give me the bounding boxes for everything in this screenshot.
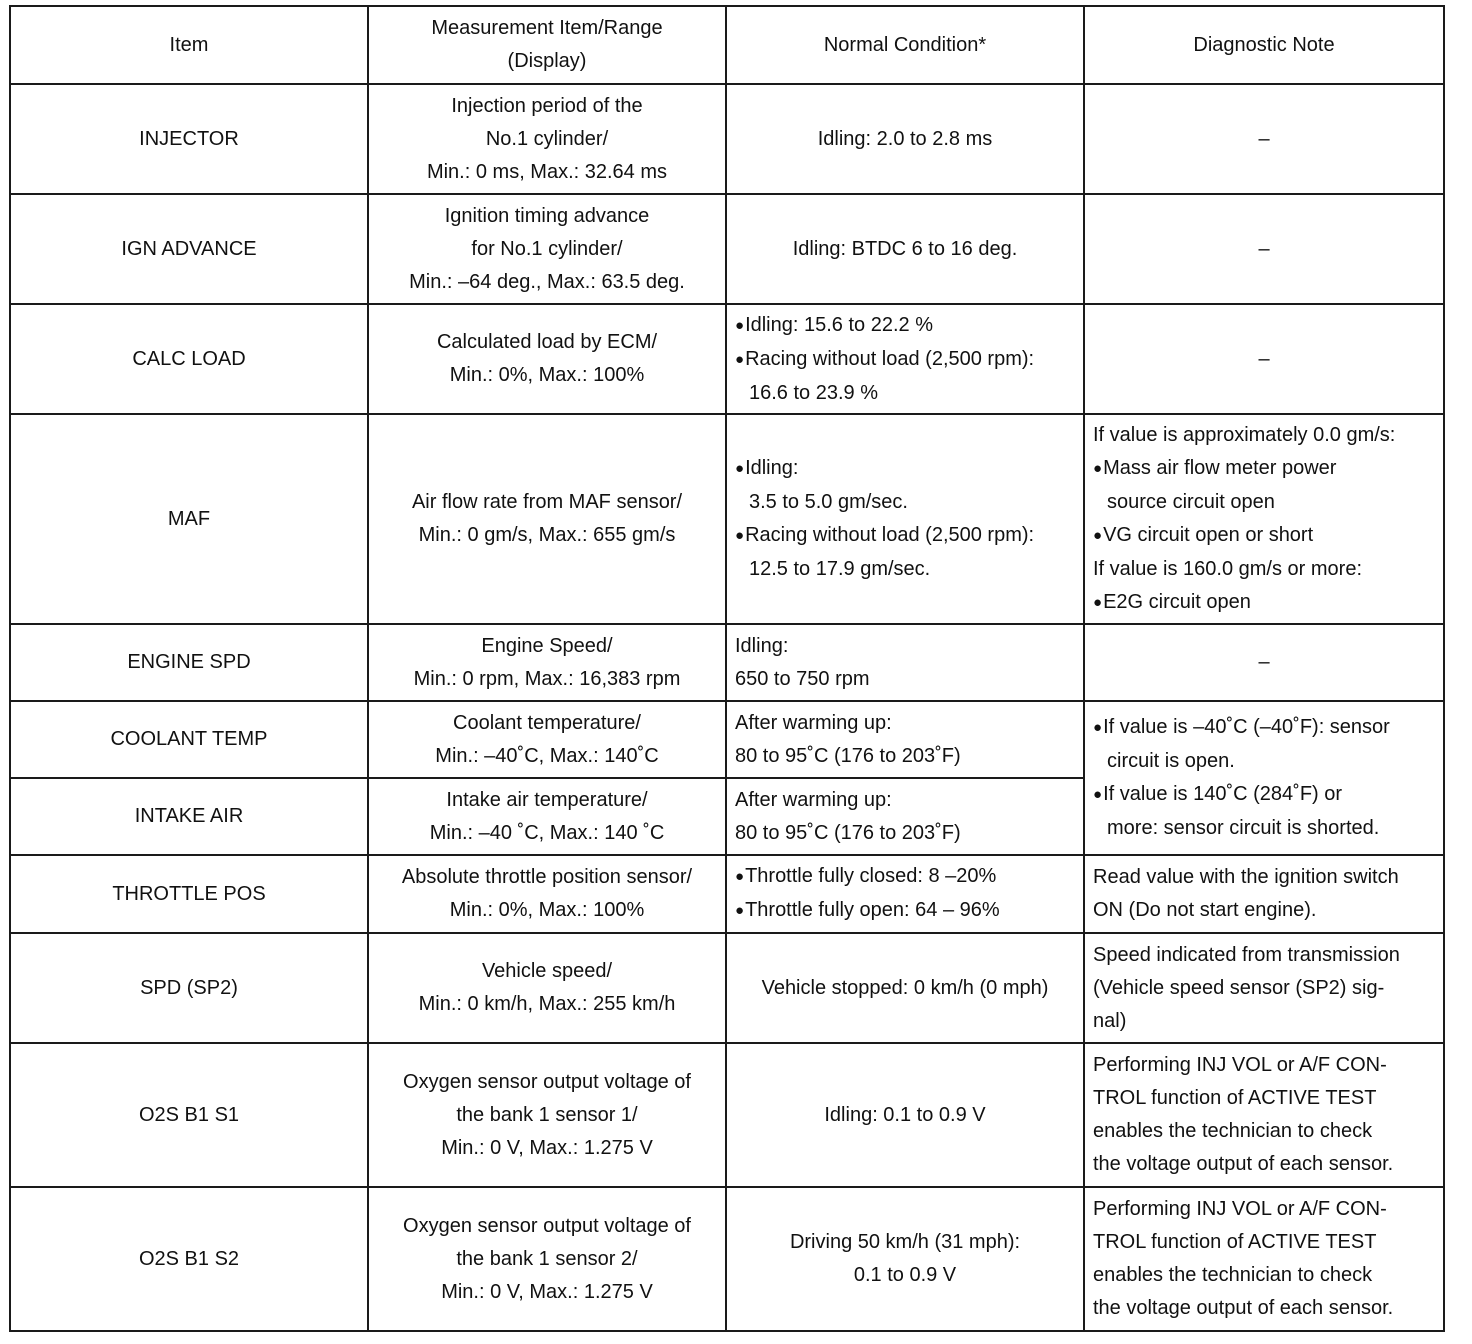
- table-row: [10, 194, 1444, 304]
- range-line: Min.: 0 rpm, Max.: 16,383 rpm: [413, 667, 681, 690]
- bullet-line: ● E2G circuit open: [1093, 586, 1435, 620]
- diagnostic-data-table: [9, 5, 1445, 1332]
- continuation-line: 16.6 to 23.9 %: [749, 381, 878, 404]
- note-line: Performing INJ VOL or A/F CON-: [1093, 1198, 1387, 1220]
- note-line: enables the technician to check: [1093, 1120, 1373, 1142]
- diagnostic-note-cell: [1084, 933, 1444, 1043]
- diagnostic-note-cell: [1084, 855, 1444, 933]
- range-line: Min.: 0 V, Max.: 1.275 V: [441, 1136, 653, 1159]
- header-range-line: (Display): [507, 50, 587, 72]
- range-cell: [368, 933, 726, 1043]
- normal-condition-cell: Idling: BTDC 6 to 16 deg.: [726, 194, 1084, 304]
- bullet-line: ● If value is 140˚C (284˚F) or: [1093, 778, 1435, 812]
- diagnostic-note-cell: –: [1084, 84, 1444, 194]
- item-cell: SPD (SP2): [10, 933, 368, 1043]
- range-line: Oxygen sensor output voltage of: [403, 1070, 691, 1093]
- range-line: Air flow rate from MAF sensor/: [411, 491, 683, 513]
- normal-line: 0.1 to 0.9 V: [853, 1264, 957, 1286]
- range-line: Min.: 0 V, Max.: 1.275 V: [441, 1280, 653, 1303]
- table-row: [10, 84, 1444, 194]
- diagnostic-note-cell: [1084, 701, 1444, 855]
- normal-condition-cell: [726, 701, 1084, 778]
- range-line: Oxygen sensor output voltage of: [403, 1214, 691, 1237]
- table-row: [10, 414, 1444, 624]
- note-line: Performing INJ VOL or A/F CON-: [1093, 1054, 1387, 1076]
- item-cell: O2S B1 S1: [10, 1043, 368, 1187]
- normal-condition-cell: [726, 855, 1084, 933]
- normal-line: Driving 50 km/h (31 mph):: [789, 1231, 1021, 1253]
- continuation-line: 3.5 to 5.0 gm/sec.: [749, 491, 908, 513]
- table-row: [10, 1043, 1444, 1187]
- item-cell: MAF: [10, 414, 368, 624]
- note-line: nal): [1093, 1009, 1127, 1032]
- diagnostic-note-cell: [1084, 1187, 1444, 1331]
- range-line: for No.1 cylinder/: [471, 237, 623, 260]
- bullet-line: ● Racing without load (2,500 rpm):: [735, 519, 1075, 553]
- note-line: If value is 160.0 gm/s or more:: [1093, 557, 1363, 580]
- note-line: enables the technician to check: [1093, 1264, 1373, 1286]
- bullet-line: ● Idling:: [735, 452, 1075, 486]
- normal-condition-cell: [726, 414, 1084, 624]
- note-line: the voltage output of each sensor.: [1093, 1297, 1394, 1319]
- normal-condition-cell: Idling: 2.0 to 2.8 ms: [726, 84, 1084, 194]
- range-line: Vehicle speed/: [481, 960, 613, 982]
- header-item: Item: [10, 6, 368, 84]
- range-line: Min.: 0%, Max.: 100%: [449, 364, 645, 386]
- range-line: Min.: 0%, Max.: 100%: [449, 899, 645, 921]
- normal-line: After warming up:: [735, 711, 892, 734]
- normal-condition-cell: [726, 1187, 1084, 1331]
- diagnostic-note-cell: –: [1084, 624, 1444, 701]
- normal-line: After warming up:: [735, 788, 892, 811]
- note-line: ON (Do not start engine).: [1093, 899, 1317, 921]
- normal-condition-cell: Vehicle stopped: 0 km/h (0 mph): [726, 933, 1084, 1043]
- diagnostic-note-cell: [1084, 1043, 1444, 1187]
- continuation-line: more: sensor circuit is shorted.: [1107, 817, 1380, 839]
- table-row: [10, 1187, 1444, 1331]
- continuation-line: circuit is open.: [1107, 750, 1235, 772]
- diagnostic-note-cell: [1084, 414, 1444, 624]
- continuation-line: 12.5 to 17.9 gm/sec.: [749, 558, 931, 580]
- bullet-line: ● If value is –40˚C (–40˚F): sensor: [1093, 711, 1435, 745]
- range-line: Engine Speed/: [481, 634, 613, 657]
- note-line: Read value with the ignition switch: [1093, 866, 1399, 888]
- normal-line: 80 to 95˚C (176 to 203˚F): [735, 744, 961, 767]
- note-line: TROL function of ACTIVE TEST: [1093, 1231, 1377, 1253]
- range-line: Min.: –40˚C, Max.: 140˚C: [435, 744, 659, 767]
- note-line: TROL function of ACTIVE TEST: [1093, 1087, 1377, 1109]
- item-cell: IGN ADVANCE: [10, 194, 368, 304]
- note-line: (Vehicle speed sensor (SP2) sig-: [1093, 976, 1385, 999]
- item-cell: ENGINE SPD: [10, 624, 368, 701]
- normal-line: 650 to 750 rpm: [735, 667, 870, 690]
- normal-condition-cell: [726, 304, 1084, 414]
- note-line: the voltage output of each sensor.: [1093, 1153, 1394, 1175]
- note-line: Speed indicated from transmission: [1093, 943, 1400, 966]
- diagnostic-note-cell: –: [1084, 194, 1444, 304]
- normal-condition-cell: Idling: 0.1 to 0.9 V: [726, 1043, 1084, 1187]
- table-row: [10, 933, 1444, 1043]
- range-line: Min.: 0 km/h, Max.: 255 km/h: [418, 993, 676, 1015]
- range-line: the bank 1 sensor 2/: [456, 1247, 638, 1270]
- range-cell: [368, 1187, 726, 1331]
- header-measurement-range: [368, 6, 726, 84]
- range-line: Min.: –64 deg., Max.: 63.5 deg.: [409, 270, 685, 293]
- range-cell: [368, 84, 726, 194]
- item-cell: CALC LOAD: [10, 304, 368, 414]
- normal-condition-cell: [726, 778, 1084, 855]
- range-line: Min.: 0 ms, Max.: 32.64 ms: [426, 160, 668, 183]
- range-line: Coolant temperature/: [453, 711, 641, 734]
- header-row: [10, 6, 1444, 84]
- table-row: [10, 624, 1444, 701]
- range-line: No.1 cylinder/: [485, 127, 609, 150]
- range-line: Min.: 0 gm/s, Max.: 655 gm/s: [418, 524, 676, 546]
- range-cell: [368, 778, 726, 855]
- normal-line: Idling:: [735, 634, 789, 657]
- bullet-line: ● VG circuit open or short: [1093, 519, 1435, 553]
- range-cell: [368, 414, 726, 624]
- normal-condition-cell: [726, 624, 1084, 701]
- range-line: Intake air temperature/: [446, 788, 648, 811]
- range-line: Min.: –40 ˚C, Max.: 140 ˚C: [429, 821, 665, 844]
- continuation-line: source circuit open: [1107, 490, 1275, 513]
- item-cell: COOLANT TEMP: [10, 701, 368, 778]
- diagnostic-note-cell: –: [1084, 304, 1444, 414]
- bullet-line: ● Idling: 15.6 to 22.2 %: [735, 309, 1075, 343]
- range-cell: [368, 304, 726, 414]
- range-line: the bank 1 sensor 1/: [456, 1103, 638, 1126]
- range-cell: [368, 855, 726, 933]
- table-row: [10, 304, 1444, 414]
- normal-line: 80 to 95˚C (176 to 203˚F): [735, 821, 961, 844]
- item-cell: O2S B1 S2: [10, 1187, 368, 1331]
- bullet-line: ● Throttle fully open: 64 – 96%: [735, 894, 1075, 928]
- item-cell: THROTTLE POS: [10, 855, 368, 933]
- range-cell: [368, 701, 726, 778]
- note-line: If value is approximately 0.0 gm/s:: [1093, 423, 1396, 446]
- header-normal-condition: Normal Condition*: [726, 6, 1084, 84]
- bullet-line: ● Racing without load (2,500 rpm):: [735, 343, 1075, 377]
- table-row: [10, 701, 1444, 778]
- range-line: Ignition timing advance: [444, 204, 650, 227]
- range-cell: [368, 194, 726, 304]
- table-row: [10, 855, 1444, 933]
- item-cell: INJECTOR: [10, 84, 368, 194]
- range-cell: [368, 624, 726, 701]
- header-range-line: Measurement Item/Range: [431, 17, 663, 39]
- header-diagnostic-note: Diagnostic Note: [1084, 6, 1444, 84]
- item-cell: INTAKE AIR: [10, 778, 368, 855]
- bullet-line: ● Mass air flow meter power: [1093, 452, 1435, 486]
- range-cell: [368, 1043, 726, 1187]
- range-line: Absolute throttle position sensor/: [401, 866, 693, 888]
- bullet-line: ● Throttle fully closed: 8 –20%: [735, 860, 1075, 894]
- range-line: Calculated load by ECM/: [436, 331, 658, 353]
- range-line: Injection period of the: [451, 94, 643, 117]
